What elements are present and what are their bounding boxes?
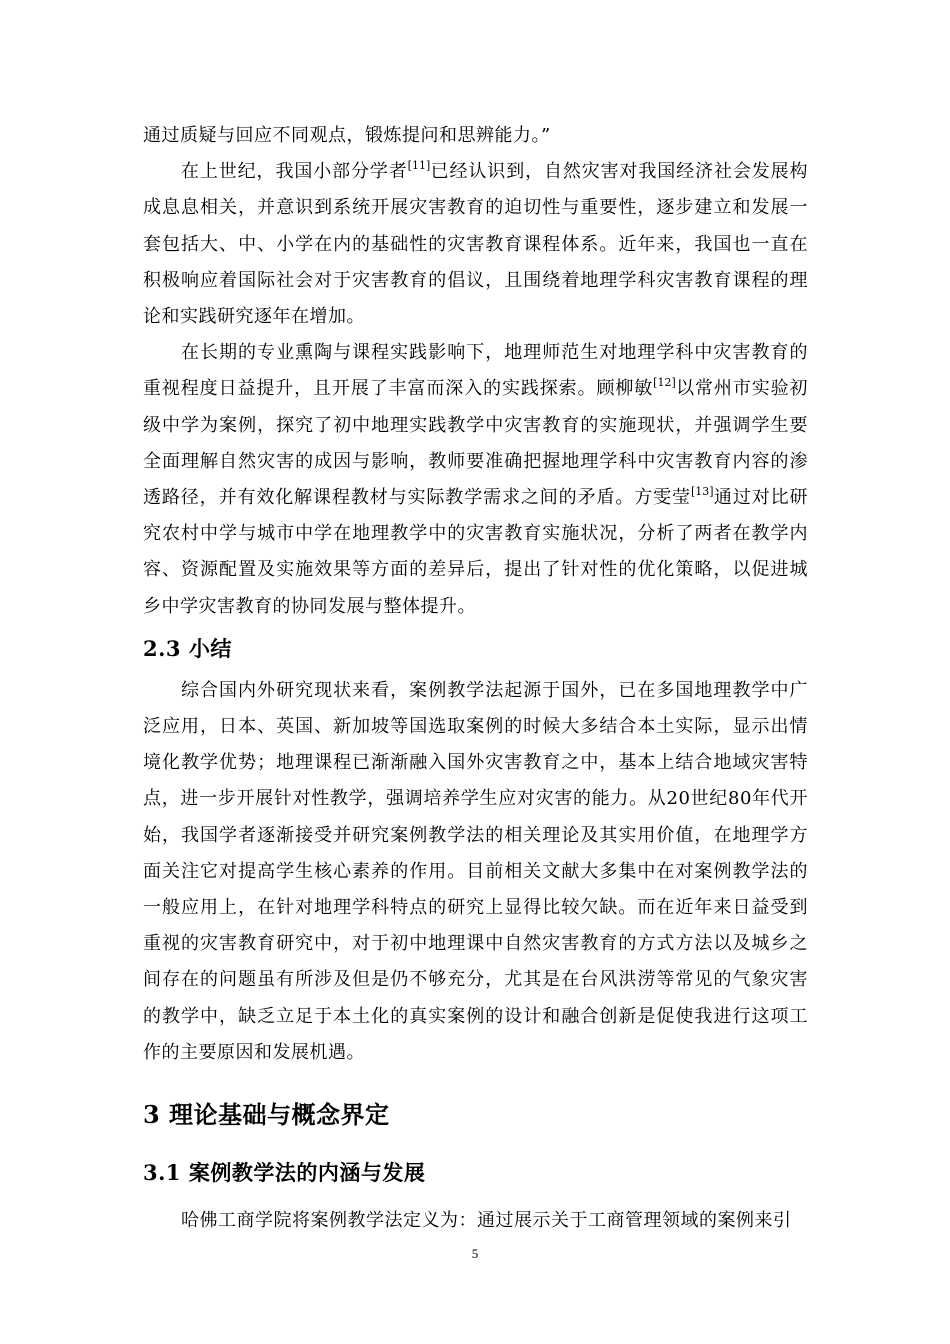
citation-ref-13: [13] [690, 485, 714, 499]
paragraph-disaster-education-history [143, 154, 808, 335]
text-run: 在上世纪，我国小部分学者 [181, 161, 408, 183]
text-run: 以常州市实验初级中学为案例，探究了初中地理实践教学中灾害教育的实施现状，并强调学生要全面理解自然灾害的成因与影响，教师要准确把握地理学科中灾害教育内容的渗透路径，并有效化解课程教材与实际教学需求之间的矛盾。方雯莹 [143, 378, 809, 509]
document-page [143, 118, 808, 1239]
page-number: 5 [471, 1246, 479, 1261]
section-heading-2-3: 2.3 小结 [143, 635, 232, 661]
citation-ref-11: [11] [407, 159, 431, 173]
paragraph-continuation: 通过质疑与回应不同观点，锻炼提问和思辨能力。” [143, 125, 551, 146]
text-run: 已经认识到，自然灾害对我国经济社会发展构成息息相关，并意识到系统开展灾害教育的迫切性与重要性，逐步建立和发展一套包括大、中、小学在内的基础性的灾害教育课程体系。近年来，我国也一直在积极响应着国际社会对于灾害教育的倡议，且围绕着地理学科灾害教育课程的理论和实践研究逐年在增加。 [143, 161, 809, 328]
citation-ref-12: [12] [653, 376, 676, 390]
paragraph-harvard-definition: 哈佛工商学院将案例教学法定义为：通过展示关于工商管理领域的案例来引 [181, 1210, 792, 1232]
chapter-heading-3: 3 理论基础与概念界定 [143, 1100, 390, 1130]
paragraph-practice-exploration [143, 335, 808, 625]
text-run: 通过对比研究农村中学与城市中学在地理教学中的灾害教育实施状况，分析了两者在教学内容、资源配置及实施效果等方面的差异后，提出了针对性的优化策略，以促进城乡中学灾害教育的协同发展与整体提升。 [143, 487, 809, 617]
paragraph-summary: 综合国内外研究现状来看，案例教学法起源于国外，已在多国地理教学中广泛应用，日本、英国、新加坡等国选取案例的时候大多结合本土实际，显示出情境化教学优势；地理课程已渐渐融入国外灾害教育之中，基本上结合地域灾害特点，进一步开展针对性教学，强调培养学生应对灾害的能力。从20世纪80年代开始，我国学者逐渐接受并研究案例教学法的相关理论及其实用价值，在地理学方面关注它对提高学生核心素养的作用。目前相关文献大多集中在对案例教学法的一般应用上，在针对地理学科特点的研究上显得比较欠缺。而在近年来日益受到重视的灾害教育研究中，对于初中地理课中自然灾害教育的方式方法以及城乡之间存在的问题虽有所涉及但是仍不够充分，尤其是在台风洪涝等常见的气象灾害的教学中，缺乏立足于本土化的真实案例的设计和融合创新是促使我进行这项工作的主要原因和发展机遇。 [143, 679, 808, 1063]
text-run: 在长期的专业熏陶与课程实践影响下，地理师范生对地理学科中灾害教育的重视程度日益提升，且开展了丰富而深入的实践探索。顾柳敏 [143, 342, 808, 400]
section-heading-3-1: 3.1 案例教学法的内涵与发展 [143, 1160, 426, 1186]
